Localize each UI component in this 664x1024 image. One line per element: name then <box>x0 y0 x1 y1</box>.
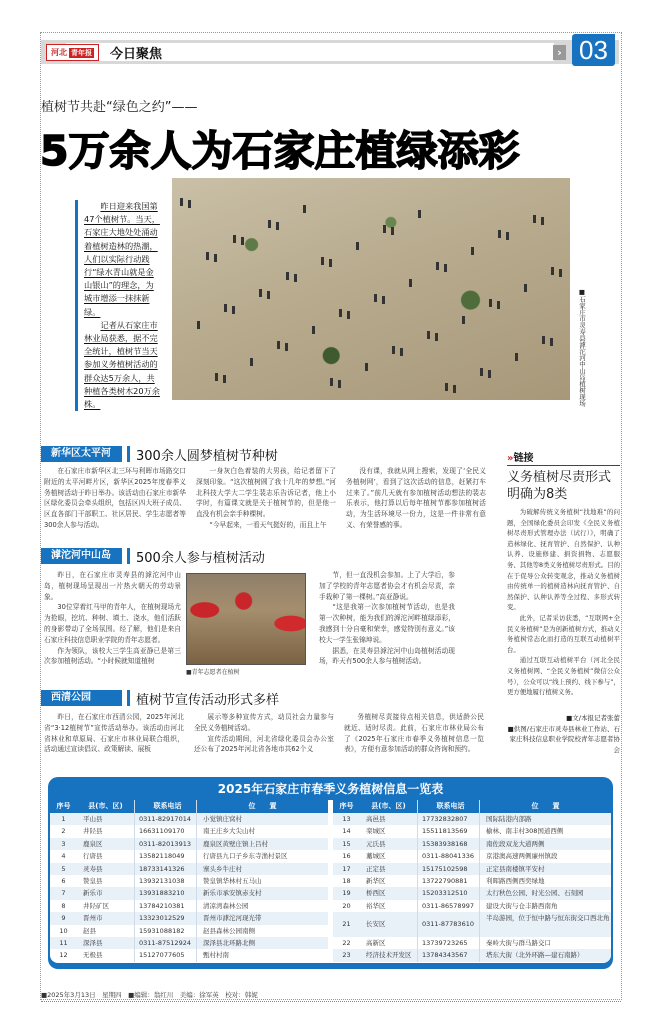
sidebar-title-line: 义务植树尽责形式 <box>507 470 612 485</box>
row-number: 6 <box>61 876 66 885</box>
table-left-half <box>50 800 328 963</box>
page-footer: ■2025年3月13日 星期四 ■编辑：翁红川 美编：徐军英 校对：韩妮 <box>41 990 621 1002</box>
row-number: 11 <box>59 938 68 947</box>
text-column <box>346 466 486 531</box>
phone: 13323012529 <box>134 912 196 924</box>
sidebar-paragraph: 此外，记者采访获悉，“互联网+全民义务植树”是为创新植树方式，推动义务植树常态化而打造的互联互动植树平台。 <box>507 613 620 654</box>
section-title: 植树节宣传活动形式多样 <box>136 692 280 708</box>
section-header-2 <box>41 548 265 564</box>
row-number: 7 <box>61 889 66 898</box>
phone: 13784343567 <box>417 949 479 961</box>
person-figure <box>400 348 403 356</box>
newspaper-logo: 河北 青年报 <box>46 44 99 61</box>
column-header: 位 置 <box>196 800 328 813</box>
person-figure <box>268 220 271 228</box>
row-number: 15 <box>342 839 351 848</box>
paragraph: 作为领队，该校大三学生高亚静已是第三次参加植树活动。“小时候就知道植树 <box>44 646 181 666</box>
column-header: 序号 <box>339 802 354 810</box>
location: 京港澳高速两侧廉州镇段 <box>479 850 611 862</box>
person-figure <box>276 222 279 230</box>
person-figure <box>259 289 262 297</box>
row-number: 1 <box>61 815 66 823</box>
person-figure <box>303 205 306 213</box>
column-header: 序号 <box>56 802 71 810</box>
credit-text: ■文/本报记者张蕾 <box>566 714 620 722</box>
location: 清凉湾森林公园 <box>196 900 328 912</box>
column-header: 联系电话 <box>134 800 196 813</box>
row-number: 14 <box>342 827 351 836</box>
district: 裕华区 <box>366 901 386 910</box>
location: 行唐县九口子乡东寺渔村景区 <box>196 850 328 862</box>
table-row <box>50 875 328 887</box>
person-figure <box>435 333 438 341</box>
location: 国际陆港内部路 <box>479 813 611 825</box>
section-title: 300余人圆梦植树节种树 <box>136 448 278 464</box>
table-row <box>50 887 328 899</box>
page-number: 03 <box>572 34 615 66</box>
district: 无极县 <box>83 951 103 960</box>
person-figure <box>550 338 553 346</box>
person-figure <box>489 299 492 307</box>
phone: 0311-86578997 <box>417 900 479 912</box>
row-number: 2 <box>61 827 66 836</box>
person-figure <box>418 210 421 218</box>
phone: 0311-82917014 <box>134 813 196 825</box>
sidebar-paragraph: 通过互联互动植树平台（河北全民义务植树网、“全民义务植树”微信公众号），公众可以“线上预约、线下参与”，更方便地履行植树义务。 <box>507 656 620 697</box>
table-row <box>50 838 328 850</box>
person-figure <box>241 237 244 245</box>
phone: 18733141326 <box>134 863 196 875</box>
phone: 13582118049 <box>134 850 196 862</box>
section-title: 500余人参与植树活动 <box>136 550 265 566</box>
paragraph: 节，但一直没机会参加。上了大学后，参加了学校的青年志愿者协会才有机会尽责，亲手栽种了第一棵树。”高亚静说。 <box>319 571 455 601</box>
sidebar-paragraph: 为破解传统义务植树“找地难”的问题，全国绿化委员会印发《全民义务植树尽责形式管理办法（试行）》，明确了造林绿化、抚育管护、自然保护、认种认养、设施修建、捐资捐物、志愿服务、其他等8类义务植树尽责形式。目的在于促导公众转变观念，推动义务植树由传统单一的植树造林向抚育管护、自然保护、认种认养等全过程、多形式转变。 <box>507 508 620 612</box>
district: 行唐县 <box>83 852 103 861</box>
chevron-right-icon: › <box>553 45 566 60</box>
paragraph: 昨日，在石家庄市西清公园，2025年河北省“3·12植树节”宣传活动举办。该活动由河北省林业和草原局、石家庄市林业局联合组织，活动通过宣读倡议、政策解读、展板 <box>44 713 184 754</box>
phone: 15175102598 <box>417 863 479 875</box>
district: 深泽县 <box>83 938 103 947</box>
row-number: 5 <box>61 864 66 873</box>
double-chevron-icon: » <box>507 453 514 464</box>
text-column <box>44 466 186 531</box>
person-figure <box>250 358 253 366</box>
person-figure <box>453 385 456 393</box>
table-row <box>333 838 611 850</box>
section-bar <box>127 690 130 706</box>
person-figure <box>471 247 474 255</box>
column-header: 县(市、区) <box>88 802 123 810</box>
row-number: 13 <box>342 815 351 823</box>
district: 鹿泉区 <box>83 839 103 848</box>
table-header-row <box>333 800 611 813</box>
person-figure <box>480 368 483 376</box>
paragraph: 没有课，我就从网上搜索，发现了‘全民义务植树网’，看到了这次活动的信息，赶紧打车过来了。”前几天就有参加植树活动想法的裴志乐表示，他打算以后每年植树节都参加植树活动，为生活环境尽一份力，这是一件非常有意义、有荣誉感的事。 <box>346 467 486 529</box>
table-row <box>50 825 328 837</box>
district: 藁城区 <box>366 852 386 861</box>
person-figure <box>382 296 385 304</box>
column-header: 联系电话 <box>417 800 479 813</box>
row-number: 8 <box>61 901 66 910</box>
row-number: 22 <box>342 938 351 947</box>
person-figure <box>409 279 412 287</box>
person-figure <box>356 242 359 250</box>
person-figure <box>338 380 341 388</box>
district: 晋州市 <box>83 914 103 923</box>
table-row <box>333 813 611 825</box>
person-figure <box>347 311 350 319</box>
paragraph: “今早起来，一看天气挺好的，而且上午 <box>209 520 327 529</box>
phone: 15127077605 <box>134 949 196 961</box>
table-row <box>333 850 611 862</box>
person-figure <box>383 225 386 233</box>
credits <box>507 713 620 755</box>
person-figure <box>267 291 270 299</box>
row-number: 17 <box>342 864 351 873</box>
section-1-body <box>44 466 486 531</box>
table-row <box>50 949 328 961</box>
text-column <box>44 570 181 667</box>
table-right-half <box>333 800 611 963</box>
headline-title: 5万余人为石家庄植绿添彩 <box>40 127 520 175</box>
district: 平山县 <box>83 815 103 823</box>
table-title: 2025年石家庄市春季义务植树信息一览表 <box>217 782 444 796</box>
district: 经济技术开发区 <box>366 951 412 960</box>
phone: 16631109170 <box>134 825 196 837</box>
table-row <box>50 813 328 825</box>
sidebar-label-text: 链接 <box>513 453 534 464</box>
paragraph: 30位穿着红马甲的青年人，在植树现场尤为抢眼，挖坑、种树、填土、浇水，他们活跃的身影带动了全场氛围。经了解，他们是来自石家庄科技信息职业学院的青年志愿者。 <box>44 603 181 644</box>
table-row <box>333 900 611 912</box>
location: 赵县森林公园南侧 <box>196 925 328 937</box>
intro-box <box>75 200 161 411</box>
location: 建设大街与仓丰路西南角 <box>479 900 611 912</box>
row-number: 20 <box>342 901 351 910</box>
table-row <box>50 937 328 949</box>
person-figure <box>312 326 315 334</box>
main-photo-tree-planting <box>172 178 570 400</box>
person-figure <box>427 331 430 339</box>
person-figure <box>541 217 544 225</box>
district: 井陉县 <box>83 827 103 836</box>
location: 太行秋色公园、时光公园、石刻园 <box>479 887 611 899</box>
location: 小觉镇庄窝村 <box>196 813 328 825</box>
district: 长安区 <box>366 920 386 929</box>
person-figure <box>445 383 448 391</box>
location: 南王庄乡大尖山村 <box>196 825 328 837</box>
row-number: 3 <box>61 839 66 848</box>
table-row <box>333 863 611 875</box>
district: 赞皇县 <box>83 876 103 885</box>
district: 高邑县 <box>366 815 386 823</box>
text-column <box>344 712 484 755</box>
table-header-row <box>50 800 328 813</box>
intro-paragraph: 昨日迎来我国第47个植树节。当天，石家庄大地处处涌动着植树造林的热潮，人们以实际行动践行“绿水青山就是金山银山”的理念，为城市增添一抹抹新绿。 <box>84 201 160 317</box>
location: 榆林、南丰村308国道西侧 <box>479 825 611 837</box>
phone: 13722790881 <box>417 875 479 887</box>
phone: 13739723265 <box>417 937 479 949</box>
text-column <box>319 570 455 667</box>
phone: 15931088182 <box>134 925 196 937</box>
person-figure <box>374 294 377 302</box>
person-figure <box>524 284 527 292</box>
section-bar <box>127 446 130 462</box>
phone: 13784210381 <box>134 900 196 912</box>
phone: 0311-87783610 <box>417 912 479 937</box>
location: 晋州市滹沱河现光带 <box>196 912 328 924</box>
person-figure <box>462 316 465 324</box>
paragraph: 昨日，在石家庄市灵寿县的滹沱河中山岛，植树现场呈现出一片热火朝天的劳动景象。 <box>44 571 181 601</box>
tree-planting-info-table <box>48 777 613 969</box>
district: 灵寿县 <box>83 864 103 873</box>
location: 甄村村南 <box>196 949 328 961</box>
person-figure <box>365 363 368 371</box>
person-figure <box>506 232 509 240</box>
person-figure <box>551 267 554 275</box>
row-number: 9 <box>61 914 66 923</box>
table-row <box>333 875 611 887</box>
person-figure <box>330 378 333 386</box>
row-number: 19 <box>342 889 351 898</box>
row-number: 4 <box>61 852 66 861</box>
phone: 15203312510 <box>417 887 479 899</box>
location: 正定县南楼镇平安村 <box>479 863 611 875</box>
phone: 15383938168 <box>417 838 479 850</box>
location: 南佐段双龙大道两侧 <box>479 838 611 850</box>
text-column <box>196 466 336 531</box>
sidebar-body <box>507 507 620 698</box>
row-number: 18 <box>342 876 351 885</box>
person-figure <box>285 343 288 351</box>
table-row <box>50 850 328 862</box>
person-figure <box>188 200 191 208</box>
table-row <box>333 937 611 949</box>
person-figure <box>444 264 447 272</box>
credit-photo: ■供图/石家庄市灵寿县林业工作站、石家庄科技信息职业学院校青年志愿者协会 <box>507 724 620 754</box>
table-row <box>333 825 611 837</box>
location: 塔东大街（北外环路—建石南路） <box>479 949 611 961</box>
location: 鹿泉区黄壁庄镇上吕村 <box>196 838 328 850</box>
paragraph: “这是我第一次参加植树节活动，也是我第一次种树，能为我们的滹沱河畔植绿添彩，我感到十分自豪和荣幸，感觉特别有意义。”该校大一学生张锦坤说。 <box>319 603 455 644</box>
person-figure <box>392 346 395 354</box>
row-number: 16 <box>342 852 351 861</box>
person-figure <box>294 274 297 282</box>
table-row <box>50 912 328 924</box>
section-3-body <box>44 712 484 755</box>
location: 赞皇镇华林村五马山 <box>196 875 328 887</box>
person-figure <box>533 215 536 223</box>
column-header: 县(市、区) <box>371 802 406 810</box>
person-figure <box>542 336 545 344</box>
phone: 13932131038 <box>134 875 196 887</box>
person-figure <box>215 373 218 381</box>
row-number: 23 <box>342 951 351 960</box>
section-bar <box>127 548 130 564</box>
phone: 15511813569 <box>417 825 479 837</box>
district: 新华区 <box>366 876 386 885</box>
volunteers-photo-caption: ■青年志愿者在植树 <box>186 669 240 676</box>
location: 半岛游园，位于恒中路与恒东街交口西北角 <box>479 912 611 937</box>
sidebar-title <box>507 469 611 503</box>
section-name: 今日聚焦 <box>110 47 163 62</box>
person-figure <box>277 341 280 349</box>
person-figure <box>214 254 217 262</box>
paragraph: 务植树尽责接待点相关信息，供适龄公民就近、适时尽责。此前，石家庄市林业局公布了《2025年石家庄市春季义务植树信息一览表》，方便有意参加活动的群众咨询和预约。 <box>344 713 484 754</box>
paragraph: 在石家庄市新华区北三环与利晖市场路交口附近的太平河畔片区，新华区2025年度春季义务植树活动于昨日举办。该活动由石家庄市新华区绿化委员会牵头组织，包括区四大班子成员、区直各部门干部职工、社区居民、学生志愿者等300余人参与活动。 <box>44 467 186 529</box>
phone: 0311-88041336 <box>417 850 479 862</box>
person-figure <box>488 370 491 378</box>
person-figure <box>329 259 332 267</box>
table-row <box>333 887 611 899</box>
phone: 17732832807 <box>417 813 479 825</box>
main-photo-caption: ■石家庄市灵寿县滹沱河中山岛植树现场 <box>578 288 586 407</box>
person-figure <box>197 321 200 329</box>
section-header-3 <box>41 690 279 706</box>
column-header: 位 置 <box>479 800 611 813</box>
district: 井陉矿区 <box>83 901 109 910</box>
location: 寨头乡牛庄村 <box>196 863 328 875</box>
district: 栾城区 <box>366 827 386 836</box>
person-figure <box>223 375 226 383</box>
phone: 0311-87512924 <box>134 937 196 949</box>
text-column <box>194 712 334 755</box>
district: 正定县 <box>366 864 386 873</box>
person-figure <box>515 353 518 361</box>
location: 深泽县北环路北侧 <box>196 937 328 949</box>
person-figure <box>232 306 235 314</box>
person-figure <box>286 272 289 280</box>
district: 高新区 <box>366 938 386 947</box>
text-column <box>44 712 184 755</box>
district: 元氏县 <box>366 839 386 848</box>
paragraph: 一身灰白色着装的大男孩，给记者留下了深刻印象。“这次植树圆了我十几年的梦想。”河北科技大学大二学生裴志乐告诉记者，他上小学时，有篇课文就是关于植树节的，但是他一直没有机会亲手种棵树。 <box>196 467 336 519</box>
paragraph: 宣传活动期间，河北省绿化委员会办公室还公布了2025年河北省各地市共62个义 <box>194 734 334 754</box>
person-figure <box>321 257 324 265</box>
sidebar-title-line: 明确为8类 <box>507 487 568 502</box>
phone: 13931883210 <box>134 887 196 899</box>
table-row <box>333 949 611 961</box>
person-figure <box>206 252 209 260</box>
location: 秦岭大街与群马路交口 <box>479 937 611 949</box>
section-tag: 西清公园 <box>41 690 122 706</box>
table-row <box>50 900 328 912</box>
table-row <box>50 863 328 875</box>
phone: 0311-82013913 <box>134 838 196 850</box>
location: 新乐市承安镇赤支村 <box>196 887 328 899</box>
table-row <box>333 912 611 937</box>
district: 新乐市 <box>83 889 103 898</box>
intro-paragraph: 记者从石家庄市林业局获悉，据不完全统计，植树节当天参加义务植树活动的群众达5万余人，共种植各类树木20万余株。 <box>84 319 160 410</box>
table-row <box>50 925 328 937</box>
section-tag: 滹沱河中山岛 <box>41 548 122 564</box>
person-figure <box>436 262 439 270</box>
headline-subtitle: 植树节共赴“绿色之约”—— <box>41 100 198 115</box>
volunteers-photo <box>186 573 306 665</box>
district: 桥西区 <box>366 889 386 898</box>
paragraph: 展示等多种宣传方式，动员社会力量参与全民义务植树活动。 <box>194 713 334 732</box>
section-tag: 新华区太平河畔 <box>41 446 122 462</box>
row-number: 21 <box>342 920 351 929</box>
person-figure <box>497 301 500 309</box>
person-figure <box>559 269 562 277</box>
location: 利晖路西侧西奕绿地 <box>479 875 611 887</box>
person-figure <box>391 227 394 235</box>
person-figure <box>339 309 342 317</box>
paragraph: 据悉，在灵寿县滹沱河中山岛植树活动现场，昨天有500余人参与植树活动。 <box>319 646 455 666</box>
person-figure <box>498 230 501 238</box>
person-figure <box>233 235 236 243</box>
person-figure <box>180 198 183 206</box>
row-number: 12 <box>59 951 68 960</box>
sidebar-label <box>507 449 620 466</box>
row-number: 10 <box>59 926 68 935</box>
section-header-1 <box>41 446 278 475</box>
district: 赵县 <box>83 926 96 935</box>
person-figure <box>224 304 227 312</box>
